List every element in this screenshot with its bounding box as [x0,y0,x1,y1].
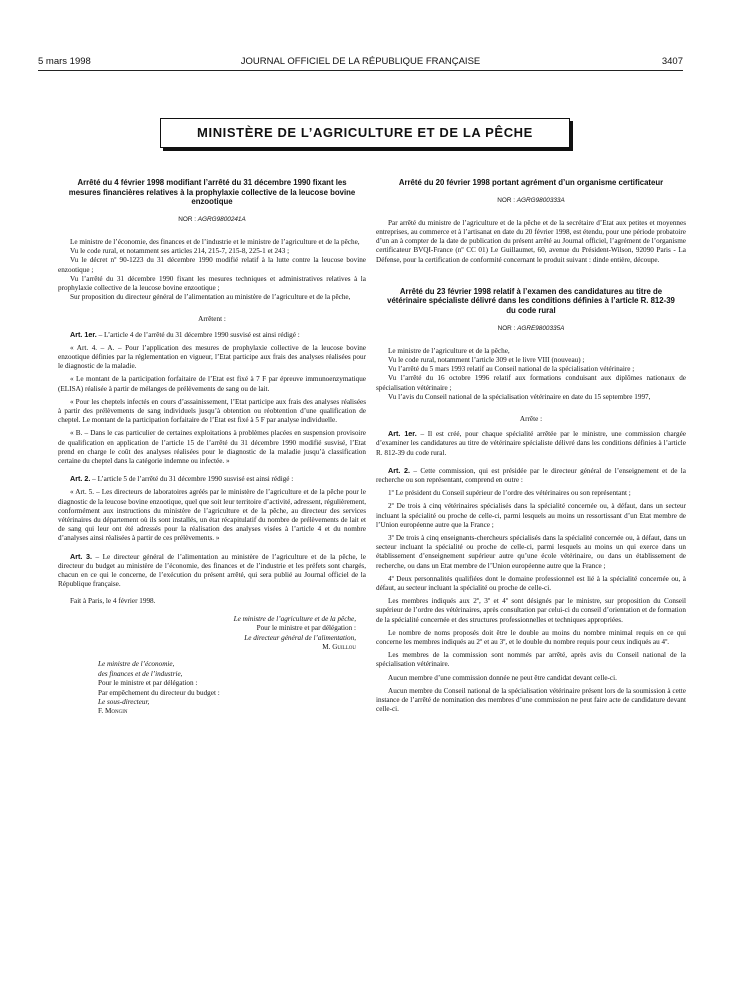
decree-title-2: Arrêté du 20 février 1998 portant agrément d’un organisme certificateur [398,178,664,187]
preamble-line: Vu l’arrêté du 5 mars 1993 relatif au Conseil national de la spécialisation vétérinaire ; [388,365,635,374]
preamble-line: Vu le décret nº 90-1223 du 31 décembre 1990 modifié relatif à la lutte contre la leucose bovine enzootique ; [58,256,366,274]
signatory-name: F. Mongin [98,707,128,716]
preamble-line: Sur proposition du directeur général de l’alimentation au ministère de l’agriculture et de la pêche, [70,293,351,302]
article-label: Art. 2. [388,465,410,475]
signature-line: des finances et de l’industrie, [98,669,183,678]
article-item: 1º Le président du Conseil supérieur de l’ordre des vétérinaires ou son représentant ; [388,489,631,498]
preamble-line: Vu l’avis du Conseil national de la spécialisation vétérinaire en date du 15 septembre 1997, [388,392,651,401]
nor-reference-1 [58,215,366,224]
article-item: Aucun membre d’une commission donnée ne peut être candidat devant celle-ci. [388,673,617,682]
article-paragraph: « Le montant de la participation forfaitaire de l’Etat est fixé à 7 F par épreuve immunoenzymatique (ELISA) réalisée à partir de mélanges de prélèvements de sang ou de lait. [58,375,366,393]
signature-line: Le ministre de l’économie, [98,660,175,669]
nor-code: AGRG9800241A [197,215,246,223]
article-item: 2º De trois à cinq vétérinaires spécialisés dans la spécialité concernée ou, à défaut, dans un secteur incluant la spécialité ou proche de celle-ci, parmi lesquels au moins un ressortissant d’un Etat membre de l’Union européenne autre que la France ; [376,502,686,529]
arretent-heading: Arrêtent : [198,315,226,324]
preamble-line: Vu l’arrêté du 31 décembre 1990 fixant les mesures techniques et administratives relatives à la prophylaxie collective de la leucose bovine enzootique ; [58,274,366,292]
article-text: – L’article 4 de l’arrêté du 31 décembre 1990 susvisé est ainsi rédigé : [96,330,300,339]
decree-title-3: Arrêté du 23 février 1998 relatif à l’examen des candidatures au titre de vétérinaire spécialiste délivré dans les conditions définies à l’article R. 812-39 du code rural [387,286,675,315]
right-column [376,178,686,715]
nor-code: AGRE9800335A [517,324,565,332]
decree-title-1: Arrêté du 4 février 1998 modifiant l’arrêté du 31 décembre 1990 fixant les mesures financières relatives à la prophylaxie collective de la leucose bovine enzootique [68,178,356,207]
header-rule [38,70,683,71]
article-label: Art. 2. [70,474,91,484]
header-journal: JOURNAL OFFICIEL DE LA RÉPUBLIQUE FRANÇAISE [240,56,481,67]
article-text: – Il est créé, pour chaque spécialité arrêtée par le ministre, une commission chargée d’examiner les candidatures au titre de vétérinaire spécialiste délivré dans les conditions définies à l’article R. 812-39 du code rural. [376,430,686,457]
article-paragraph: « Pour les cheptels infectés en cours d’assainissement, l’Etat participe aux frais des analyses réalisées à partir des prélèvements de sang individuels jusqu’à obtention ou réobtention d’une qualification de cheptel. Le montant de la participation forfaitaire de l’Etat est fixé à 5 F par analyse individuelle. [58,397,366,425]
signatory-name: M. Guillou [322,642,356,651]
signature-line: Par empêchement du directeur du budget : [98,688,220,697]
article-item: Aucun membre du Conseil national de la spécialisation vétérinaire présent lors de la soumission à cette instance de l’arrêté de nomination des membres d’une commission ne peut faire acte de candidature devant celle-ci. [376,686,686,714]
header-date: 5 mars 1998 [38,56,91,67]
article-label: Art. 1er. [388,429,417,439]
preamble-line: Vu l’arrêté du 16 octobre 1996 relatif aux formations conduisant aux diplômes nationaux de spécialisation vétérinaire ; [376,374,686,392]
page-header [38,56,683,70]
left-column [58,178,366,717]
done-at: Fait à Paris, le 4 février 1998. [70,597,156,606]
article-2 [58,474,366,484]
article-item: 4º Deux personnalités qualifiées dont le domaine professionnel est lié à la spécialité concernée ou, à défaut, au secteur incluant la spécialité ou proche de celle-ci. [376,574,686,593]
article-paragraph: « Art. 4. – A. – Pour l’application des mesures de prophylaxie collective de la leucose bovine enzootique définies par la réglementation en vigueur, l’Etat participe aux frais des analyses réalisées pour le diagnostic de la maladie. [58,343,366,371]
nor-label: NOR : [497,196,515,204]
preamble-line: Vu le code rural, et notamment ses articles 214, 215-7, 215-8, 225-1 et 243 ; [70,247,290,256]
article-paragraph: « Art. 5. – Les directeurs de laboratoires agréés par le ministère de l’agriculture et de la pêche pour le diagnostic de la leucose bovine enzootique, quel que soit leur territoire d’activité, adressent, régulièrement, conformément aux instructions du ministère de l’agriculture et de la pêche, au directeur des services vétérinaires du département où ils sont installés, un état récapitulatif du nombre de prélèvements de lait et de sang qui leur ont été adressés pour la réalisation des analyses visées à l’article 4 et du nombre d’analyses ainsi réalisées à partir de ces prélèvements. » [58,488,366,543]
signature-block-2 [58,660,366,716]
article-1 [376,429,686,458]
article-text: – L’article 5 de l’arrêté du 31 décembre 1990 susvisé est ainsi rédigé : [90,475,294,484]
decree-body: Par arrêté du ministre de l’agriculture et de la pêche et de la secrétaire d’Etat aux petites et moyennes entreprises, au commerce et à l’artisanat en date du 20 février 1998, est étendu, pour une période probatoire d’un an à compter de la date de publication du présent arrêté au Journal officiel, l’agrément de l’organisme certificateur BVQI-France (nº CC 01) Le Guillaumet, 60, avenue du Président-Wilson, 92090 Paris - La Défense, pour la certification de conformité concernant le produit suivant : dinde entière, découpe. [376,218,686,264]
header-page-number: 3407 [661,56,683,67]
nor-code: AGRG9800333A [516,196,565,204]
article-item: Le nombre de noms proposés doit être le double au moins du nombre minimal requis en ce qui concerne les membres indiqués au 2º et au 3º, et le double du nombre requis pour ceux indiqués au 4º. [376,628,686,647]
signature-line: Pour le ministre et par délégation : [256,624,356,633]
signature-line: Pour le ministre et par délégation : [98,679,198,688]
preamble-line: Le ministre de l’agriculture et de la pêche, [388,346,510,355]
signature-line: Le directeur général de l’alimentation, [244,633,356,642]
signature-block-1 [58,615,366,653]
article-label: Art. 3. [70,551,93,561]
signature-line: Le sous-directeur, [98,697,150,706]
nor-label: NOR : [178,215,196,223]
preamble-line: Le ministre de l’économie, des finances et de l’industrie et le ministre de l’agriculture et de la pêche, [70,237,360,246]
signature-line: Le ministre de l’agriculture et de la pêche, [233,614,356,623]
nor-label: NOR : [497,324,516,332]
article-text: – Le directeur général de l’alimentation au ministère de l’agriculture et de la pêche, le directeur du budget au ministère de l’économie, des finances et de l’industrie et les préfets sont chargés, chacun en ce qui le concerne, de l’exécution du présent arrêté, qui sera publié au Journal officiel de la République française. [58,552,366,589]
nor-reference-3 [376,324,686,333]
article-label: Art. 1er. [70,329,97,339]
preamble-line: Vu le code rural, notamment l’article 309 et le livre VIII (nouveau) ; [388,356,585,364]
article-item: Les membres indiqués aux 2º, 3º et 4º sont désignés par le ministre, sur proposition du Conseil supérieur de l’ordre des vétérinaires, après consultation par celui-ci du conseil d’orientation et de formation de la spécialité concernée et des structures professionnelles et techniques appropriées. [376,597,686,624]
article-2 [376,466,686,485]
article-paragraph: « B. – Dans le cas particulier de certaines exploitations à problèmes placées en suspension provisoire de qualification en application de l’article 15 de l’arrêté du 31 décembre 1990 modifié susvisé, l’Etat prend en charge le coût des analyses réalisées pour le diagnostic de la maladie jusqu’à classification certaine du cheptel dans la catégorie indemne ou infectée. » [58,429,366,466]
article-1 [58,330,366,340]
ministry-heading: MINISTÈRE DE L’AGRICULTURE ET DE LA PÊCHE [160,118,570,148]
nor-reference-2 [376,196,686,205]
article-item: 3º De trois à cinq enseignants-chercheurs spécialisés dans la spécialité concernée ou, à défaut, dans un secteur incluant la spécialité ou proche de celle-ci, parmi lesquels au moins un qui exerce dans un établissement d’enseignement supérieur autre qu’une école vétérinaire, ou dans un établissement de recherche, ou dans un Etat membre de l’Union européenne autre que la France ; [376,534,686,570]
article-item: Les membres de la commission sont nommés par arrêté, après avis du Conseil national de la spécialisation vétérinaire. [376,651,686,669]
article-text: – Cette commission, qui est présidée par le directeur général de l’enseignement et de la recherche ou son représentant, comprend en outre : [376,466,686,485]
article-3 [58,552,366,590]
arrete-heading: Arrête : [519,415,543,424]
